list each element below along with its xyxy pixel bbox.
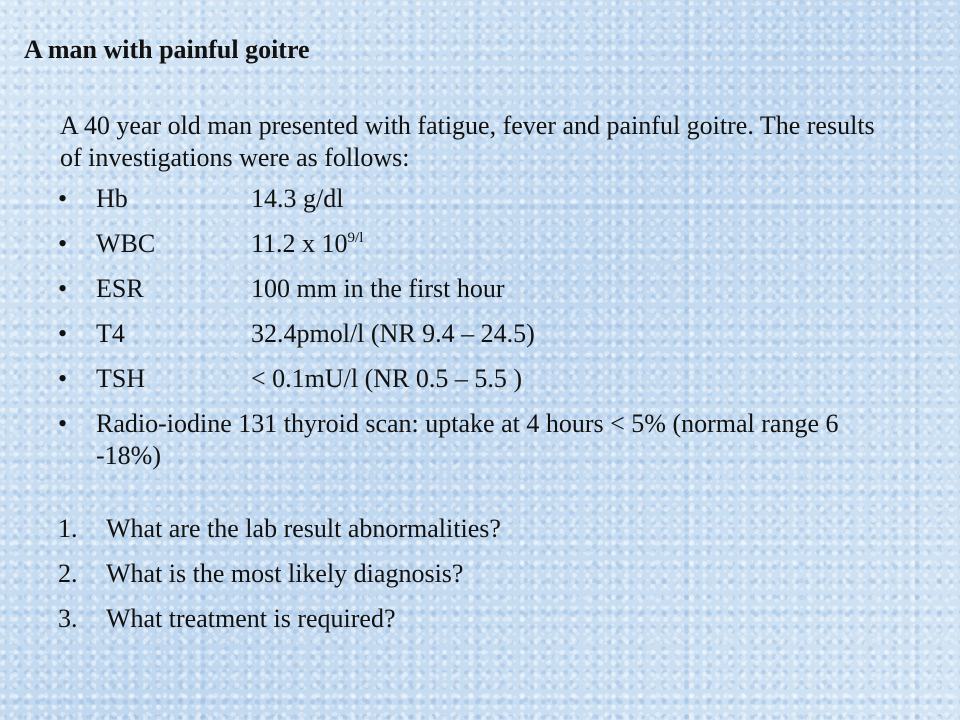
lab-test-unit-superscript: 9/l	[347, 230, 364, 246]
bullet-icon: •	[58, 409, 68, 438]
case-intro: A 40 year old man presented with fatigue, fever and painful goitre. The results of investigations were as follows:	[60, 111, 875, 172]
lab-test-name: WBC	[96, 229, 156, 258]
lab-test-value: 100 mm in the first hour	[251, 274, 505, 303]
scan-result-item	[58, 408, 856, 472]
question-text: What treatment is required?	[106, 604, 396, 633]
question-text: What are the lab result abnormalities?	[106, 514, 501, 543]
question-number: 1.	[58, 514, 78, 543]
lab-test-name: T4	[96, 319, 125, 348]
bullet-icon: •	[58, 229, 68, 258]
lab-result-item	[58, 228, 856, 260]
lab-test-name: ESR	[96, 274, 144, 303]
question-text: What is the most likely diagnosis?	[106, 559, 464, 588]
question-number: 3.	[58, 604, 78, 633]
lab-results-list	[58, 183, 856, 485]
lab-test-name: Hb	[96, 184, 128, 213]
lab-test-value: 14.3 g/dl	[251, 184, 344, 213]
lab-result-item	[58, 363, 856, 395]
question-item	[58, 513, 501, 545]
scan-result-text: Radio-iodine 131 thyroid scan: uptake at 4 hours < 5% (normal range 6 -18%)	[96, 409, 839, 470]
bullet-icon: •	[58, 184, 68, 213]
lab-result-item	[58, 183, 856, 215]
bullet-icon: •	[58, 364, 68, 393]
lab-test-value: 11.2 x 10	[251, 229, 348, 258]
question-item	[58, 603, 501, 635]
bullet-icon: •	[58, 274, 68, 303]
slide-title: A man with painful goitre	[24, 35, 310, 64]
bullet-icon: •	[58, 319, 68, 348]
lab-result-item	[58, 273, 856, 305]
question-item	[58, 558, 501, 590]
lab-test-name: TSH	[96, 364, 146, 393]
question-number: 2.	[58, 559, 78, 588]
lab-test-value: 32.4pmol/l (NR 9.4 – 24.5)	[251, 319, 535, 348]
lab-result-item	[58, 318, 856, 350]
lab-test-value: < 0.1mU/l (NR 0.5 – 5.5 )	[251, 364, 523, 393]
questions-list	[58, 513, 501, 648]
